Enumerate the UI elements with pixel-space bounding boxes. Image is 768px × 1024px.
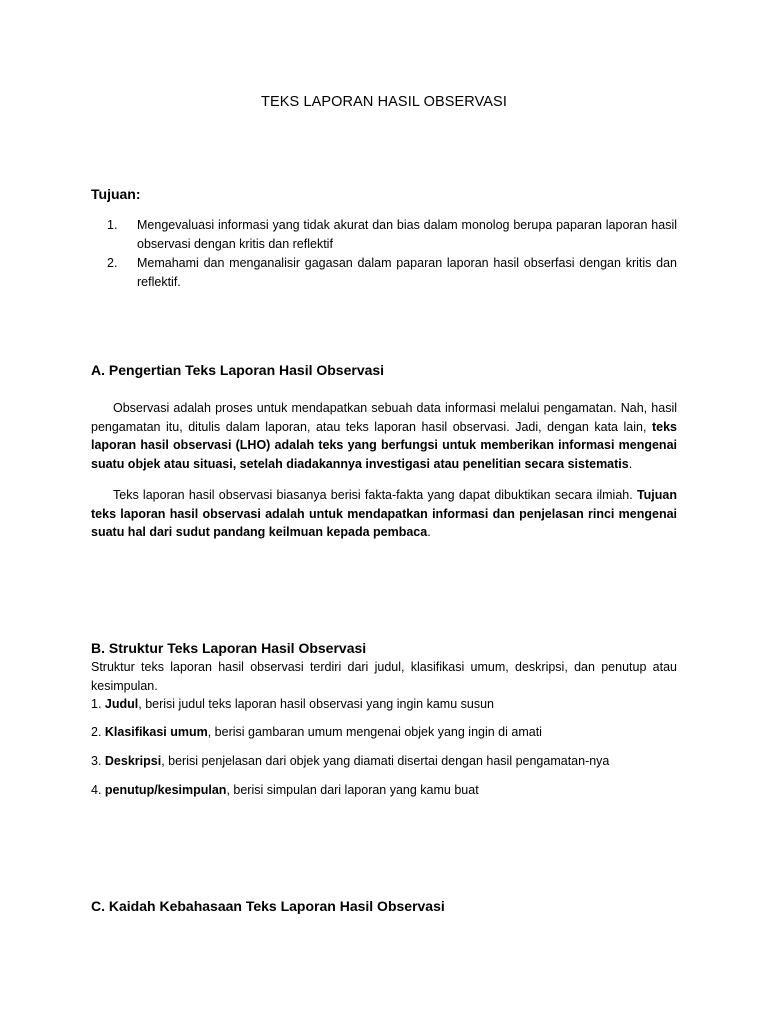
section-a-paragraph-1 <box>91 399 677 473</box>
structure-item <box>91 723 677 741</box>
structure-item <box>91 781 677 799</box>
list-item-text: Memahami dan menganalisir gagasan dalam paparan laporan hasil obserfasi dengan kritis dan reflektif. <box>137 256 677 289</box>
paragraph-text: . <box>628 456 633 471</box>
list-number: 1. <box>107 218 118 232</box>
section-b-intro: Struktur teks laporan hasil observasi terdiri dari judul, klasifikasi umum, deskripsi, dan penutup atau kesimpulan. <box>91 660 677 693</box>
paragraph-bold-text: Tujuan teks laporan hasil observasi adalah untuk mendapatkan informasi dan penjelasan rinci mengenai suatu hal dari sudut pandang keilmuan kepada pembaca <box>91 488 677 539</box>
structure-description: , berisi gambaran umum mengenai objek yang ingin di amati <box>207 725 542 739</box>
structure-term: Klasifikasi umum <box>104 725 208 739</box>
structure-description: , berisi penjelasan dari objek yang diamati disertai dengan hasil pengamatan-nya <box>161 754 610 768</box>
list-item <box>107 254 677 291</box>
structure-term: penutup/kesimpulan <box>104 783 227 797</box>
list-number: 1. <box>91 697 105 711</box>
list-item-text: Mengevaluasi informasi yang tidak akurat dan bias dalam monolog berupa paparan laporan hasil observasi dengan kritis dan reflektif <box>137 218 677 251</box>
section-b-heading: B. Struktur Teks Laporan Hasil Observasi <box>91 640 367 656</box>
paragraph-text: Observasi adalah proses untuk mendapatkan sebuah data informasi melalui pengamatan. Nah, hasil pengamatan itu, ditulis dalam laporan, atau teks laporan hasil observasi. Jadi, dengan kata lain, <box>91 401 677 434</box>
paragraph-bold-text: teks laporan hasil observasi (LHO) adalah teks yang berfungsi untuk memberikan informasi mengenai suatu objek atau situasi, setelah diadakannya investigasi atau penelitian secara sistematis <box>91 419 677 471</box>
structure-term: Judul <box>104 697 139 711</box>
list-item <box>107 216 677 253</box>
list-number: 3. <box>91 754 105 768</box>
section-a-heading: A. Pengertian Teks Laporan Hasil Observasi <box>91 362 385 378</box>
document-title: TEKS LAPORAN HASIL OBSERVASI <box>261 94 507 110</box>
structure-term: Deskripsi <box>104 754 162 768</box>
structure-item <box>91 752 677 770</box>
tujuan-list <box>107 216 677 292</box>
paragraph-text: . <box>427 525 431 539</box>
section-c-heading: C. Kaidah Kebahasaan Teks Laporan Hasil Observasi <box>91 898 445 914</box>
list-number: 2. <box>107 256 118 270</box>
section-a-paragraph-2 <box>91 486 677 542</box>
tujuan-heading: Tujuan: <box>91 186 141 202</box>
structure-description: , berisi judul teks laporan hasil observasi yang ingin kamu susun <box>138 697 494 711</box>
paragraph-text: Teks laporan hasil observasi biasanya berisi fakta-fakta yang dapat dibuktikan secara ilmiah. <box>113 488 637 502</box>
structure-item <box>91 695 677 713</box>
list-number: 2. <box>91 725 105 739</box>
list-number: 4. <box>91 783 105 797</box>
structure-description: , berisi simpulan dari laporan yang kamu buat <box>226 783 479 797</box>
